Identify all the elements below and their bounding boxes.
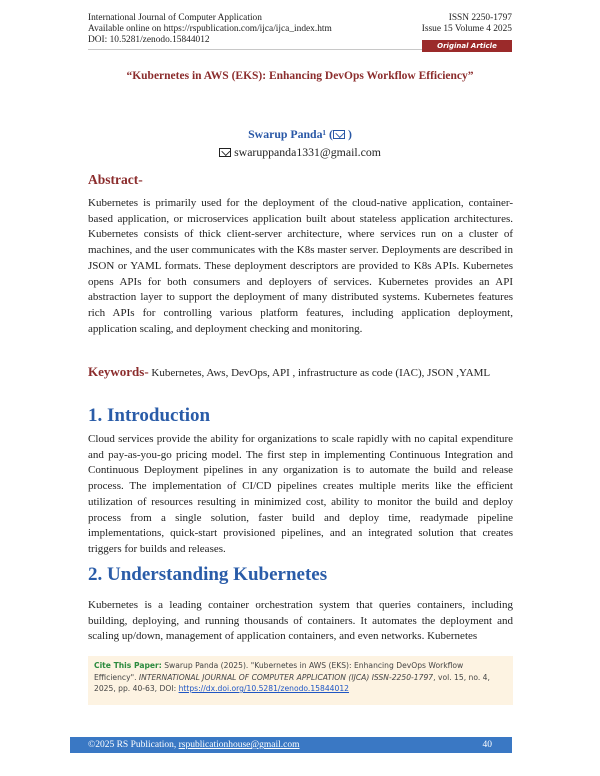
journal-url: Available online on https://rspublication.com/ijca/ijca_index.htm [88, 24, 332, 34]
issn: ISSN 2250-1797 [448, 13, 512, 23]
footer-copyright: ©2025 RS Publication, [88, 740, 179, 750]
author-name-close: ) [347, 127, 352, 141]
issue-header [422, 13, 512, 35]
author-email-line [88, 145, 512, 160]
cite-text: Swarup Panda (2025). "Kubernetes in AWS (EKS): Enhancing DevOps Workflow Efficiency". [94, 661, 464, 682]
section-heading-understanding-kubernetes: 2. Understanding Kubernetes [88, 564, 328, 585]
journal-header [88, 13, 332, 46]
author-email[interactable]: swaruppanda1331@gmail.com [234, 145, 381, 159]
envelope-icon [219, 148, 231, 157]
cite-journal: INTERNATIONAL JOURNAL OF COMPUTER APPLICATION (IJCA) ISSN-2250-1797 [138, 672, 434, 682]
paper-title: “Kubernetes in AWS (EKS): Enhancing DevOps Workflow Efficiency” [126, 70, 474, 82]
abstract-body: Kubernetes is primarily used for the deployment of the cloud-native application, container-based application, or microservices application built about stateless application architectures. Kubernetes consists of thick client-server architecture, where services run on a cluster of machines, and the user communicates with the K8s master server. Deployments are described in JSON or YAML formats. These deployment descriptors are provided to K8s APIs. Kubernetes opens APIs for both consumers and deployers of services. Kubernetes provides an API abstraction layer to support the deployment of many distributed systems. Kubernetes features rich APIs for controlling various platform features, including application deployment, application scaling, and deployment checking and monitoring. [88, 197, 513, 335]
journal-name: International Journal of Computer Application [88, 13, 262, 23]
cite-details: , vol. 15, no. 4, 2025, pp. 40-63, DOI: [94, 672, 490, 693]
footer-email-link[interactable]: rspublicationhouse@gmail.com [178, 740, 300, 750]
understanding-kubernetes-body: Kubernetes is a leading container orchestration system that queries containers, including building, deploying, and running thousands of containers. It automates the deployment and scaling up/down, management of application containers, and even networks. Kubernetes [88, 599, 513, 643]
journal-doi: DOI: 10.5281/zenodo.15844012 [88, 35, 210, 45]
introduction-body: Cloud services provide the ability for organizations to scale rapidly with no capital expenditure and pay-as-you-go pricing model. The first step in implementing Continuous Integration and Continuous Deployment pipelines in any organization is to automate the build and release process. The implementation of CI/CD pipelines creates multiple merits like the efficient utilization of resources resulting in minimized cost, ability to monitor the build and deploy process from a single solution, faster build and deploy time, readymade pipeline implementations, quick-start provisioned pipelines, and an integrated solution that creates triggers for builds and releases. [88, 433, 513, 555]
keywords [88, 364, 513, 381]
article-type-badge: Original Article [422, 40, 512, 52]
cite-doi-link[interactable]: https://dx.doi.org/10.5281/zenodo.15844012 [178, 684, 349, 693]
envelope-icon[interactable] [333, 130, 345, 139]
citation-box [88, 656, 513, 705]
abstract-heading: Abstract- [88, 172, 143, 187]
cite-label: Cite This Paper: [94, 661, 162, 670]
footer-copyright-line [88, 739, 300, 751]
keywords-label: Keywords- [88, 364, 149, 379]
section-heading-introduction: 1. Introduction [88, 405, 211, 426]
issue-volume: Issue 15 Volume 4 2025 [421, 24, 512, 34]
author-name: Swarup Panda¹ ( [248, 127, 333, 141]
author-line [88, 127, 512, 142]
page-number: 40 [482, 740, 492, 750]
keywords-text: Kubernetes, Aws, DevOps, API , infrastructure as code (IAC), JSON ,YAML [148, 367, 491, 379]
